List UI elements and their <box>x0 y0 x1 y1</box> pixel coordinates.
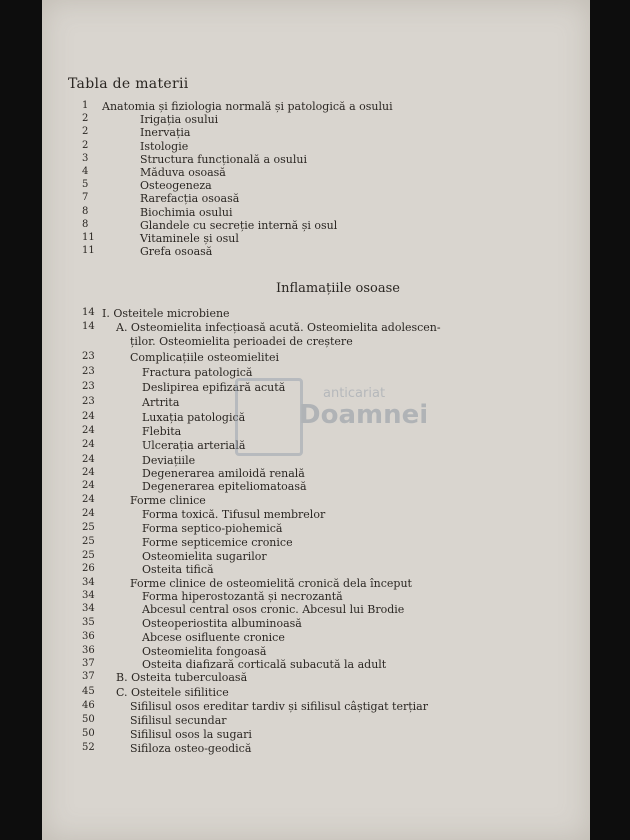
toc-entry-title: Degenerarea amiloidă renală <box>142 467 305 480</box>
toc-entry-title: Structura funcțională a osului <box>140 152 307 166</box>
toc-entry-page: 3 <box>82 152 89 164</box>
watermark-book-icon <box>235 378 303 456</box>
toc-entry-title: Istologie <box>140 139 189 153</box>
toc-entry-title: Forme clinice de osteomielită cronică dela început <box>130 577 412 590</box>
toc-entry-title: Flebita <box>142 425 182 438</box>
toc-entry-page: 2 <box>82 126 89 138</box>
toc-entry-page: 24 <box>82 494 95 505</box>
toc-entry-title: A. Osteomielita infecțioasă acută. Osteomielita adolescen- <box>116 321 441 334</box>
toc-entry-page: 37 <box>82 658 95 669</box>
toc-entry-page: 14 <box>82 307 95 318</box>
toc-entry-page: 24 <box>82 467 95 478</box>
toc-entry-page: 36 <box>82 645 95 656</box>
toc-entry-page: 5 <box>82 179 89 191</box>
watermark-brand-text: Doamnei <box>299 400 429 430</box>
toc-entry-page: 23 <box>82 396 95 407</box>
toc-entry-page: 23 <box>82 366 95 377</box>
toc-entry-page: 7 <box>82 192 89 204</box>
toc-entry-title: Inervația <box>140 126 191 140</box>
toc-entry-page: 8 <box>82 218 89 230</box>
toc-title: Tabla de materii <box>68 76 189 92</box>
toc-entry-page: 2 <box>82 139 89 151</box>
toc-entry-title: Forme clinice <box>130 494 206 507</box>
toc-entry-page: 25 <box>82 522 95 533</box>
toc-entry-page: 45 <box>82 686 95 697</box>
toc-entry-title: Forma toxică. Tifusul membrelor <box>142 508 326 521</box>
toc-entry-title: Ulcerația arterială <box>142 439 246 452</box>
toc-entry-title: Sifilisul osos ereditar tardiv și sifilisul câștigat terțiar <box>130 700 428 713</box>
toc-entry-page: 14 <box>82 321 95 332</box>
toc-entry-title: Sifilisul secundar <box>130 714 227 727</box>
toc-entry-page: 1 <box>82 100 89 111</box>
toc-entry-page: 24 <box>82 480 95 491</box>
toc-entry-title: Sifilisul osos la sugari <box>130 728 252 741</box>
toc-entry-title: Complicațiile osteomielitei <box>130 351 280 364</box>
toc-entry-title: Forme septicemice cronice <box>142 536 293 549</box>
toc-entry-page: 25 <box>82 536 95 547</box>
toc-entry-page: 50 <box>82 728 95 739</box>
toc-entry-page: 34 <box>82 590 95 601</box>
toc-entry-page: 8 <box>82 205 89 217</box>
toc-entry-title: Grefa osoasă <box>140 245 213 259</box>
toc-entry-title: Anatomia și fiziologia normală și patologică a osului <box>102 100 393 113</box>
toc-entry-page: 24 <box>82 508 95 519</box>
toc-entry-title: Deviațiile <box>142 454 196 467</box>
toc-entry-page: 34 <box>82 577 95 588</box>
toc-entry-page: 11 <box>82 245 95 257</box>
toc-entry-page: 46 <box>82 700 95 711</box>
watermark-logo <box>235 378 429 454</box>
toc-entry-title: Biochimia osului <box>140 205 233 219</box>
toc-entry-title: Artrita <box>142 396 180 409</box>
toc-entry-page: 4 <box>82 166 89 177</box>
toc-entry-page: 24 <box>82 439 95 450</box>
toc-entry-title: Degenerarea epiteliomatoasă <box>142 480 307 493</box>
toc-entry-title: Glandele cu secreție internă și osul <box>140 218 338 232</box>
toc-entry-page: 34 <box>82 603 95 614</box>
toc-entry-title: Osteomielita fongoasă <box>142 645 267 658</box>
toc-entry-title: Rarefacția osoasă <box>140 192 240 206</box>
toc-entry-page: 52 <box>82 742 95 753</box>
toc-entry-title: Irigația osului <box>140 113 219 127</box>
section-heading: Inflamațiile osoase <box>276 281 400 296</box>
toc-entry-title: C. Osteitele sifilitice <box>116 686 229 699</box>
toc-entry-page: 24 <box>82 425 95 436</box>
toc-entry-title: Sifiloza osteo-geodică <box>130 742 252 755</box>
toc-entry-title: Osteomielita sugarilor <box>142 550 267 563</box>
toc-entry-page: 23 <box>82 381 95 392</box>
toc-entry-title: Fractura patologică <box>142 366 253 379</box>
toc-entry-page: 25 <box>82 550 95 561</box>
toc-entry-page: 11 <box>82 232 95 243</box>
toc-entry-title: Osteoperiostita albuminoasă <box>142 617 302 630</box>
toc-entry-title: Abcesul central osos cronic. Abcesul lui Brodie <box>142 603 405 616</box>
toc-entry-title: Forma septico-piohemică <box>142 522 283 535</box>
toc-entry-page: 23 <box>82 351 95 362</box>
toc-entry-title: I. Osteitele microbiene <box>102 307 230 320</box>
toc-entry-page: 50 <box>82 714 95 725</box>
toc-entry-title: Forma hiperostozantă și necrozantă <box>142 590 343 603</box>
toc-entry-page: 2 <box>82 113 89 125</box>
toc-entry-page: 26 <box>82 563 95 574</box>
toc-entry-title: Măduva osoasă <box>140 166 226 179</box>
toc-entry-title: Osteogeneza <box>140 179 212 193</box>
toc-entry-title: Abcese osifluente cronice <box>142 631 285 644</box>
toc-entry-page: 24 <box>82 411 95 422</box>
toc-entry-title: B. Osteita tuberculoasă <box>116 671 248 684</box>
toc-entry-page: 37 <box>82 671 95 682</box>
toc-entry-title: Luxația patologică <box>142 411 246 424</box>
toc-entry-title: Deslipirea epifizară acută <box>142 381 286 394</box>
toc-entry-page: 36 <box>82 631 95 642</box>
toc-entry-title: ților. Osteomielita perioadei de creștere <box>130 335 353 348</box>
toc-entry-title: Osteita tifică <box>142 563 214 576</box>
toc-entry-title: Osteita diafizară corticală subacută la adult <box>142 658 387 671</box>
toc-entry-page: 24 <box>82 454 95 465</box>
watermark-small-text: anticariat <box>323 386 386 401</box>
toc-entry-title: Vitaminele și osul <box>140 232 239 245</box>
toc-entry-page: 35 <box>82 617 95 628</box>
